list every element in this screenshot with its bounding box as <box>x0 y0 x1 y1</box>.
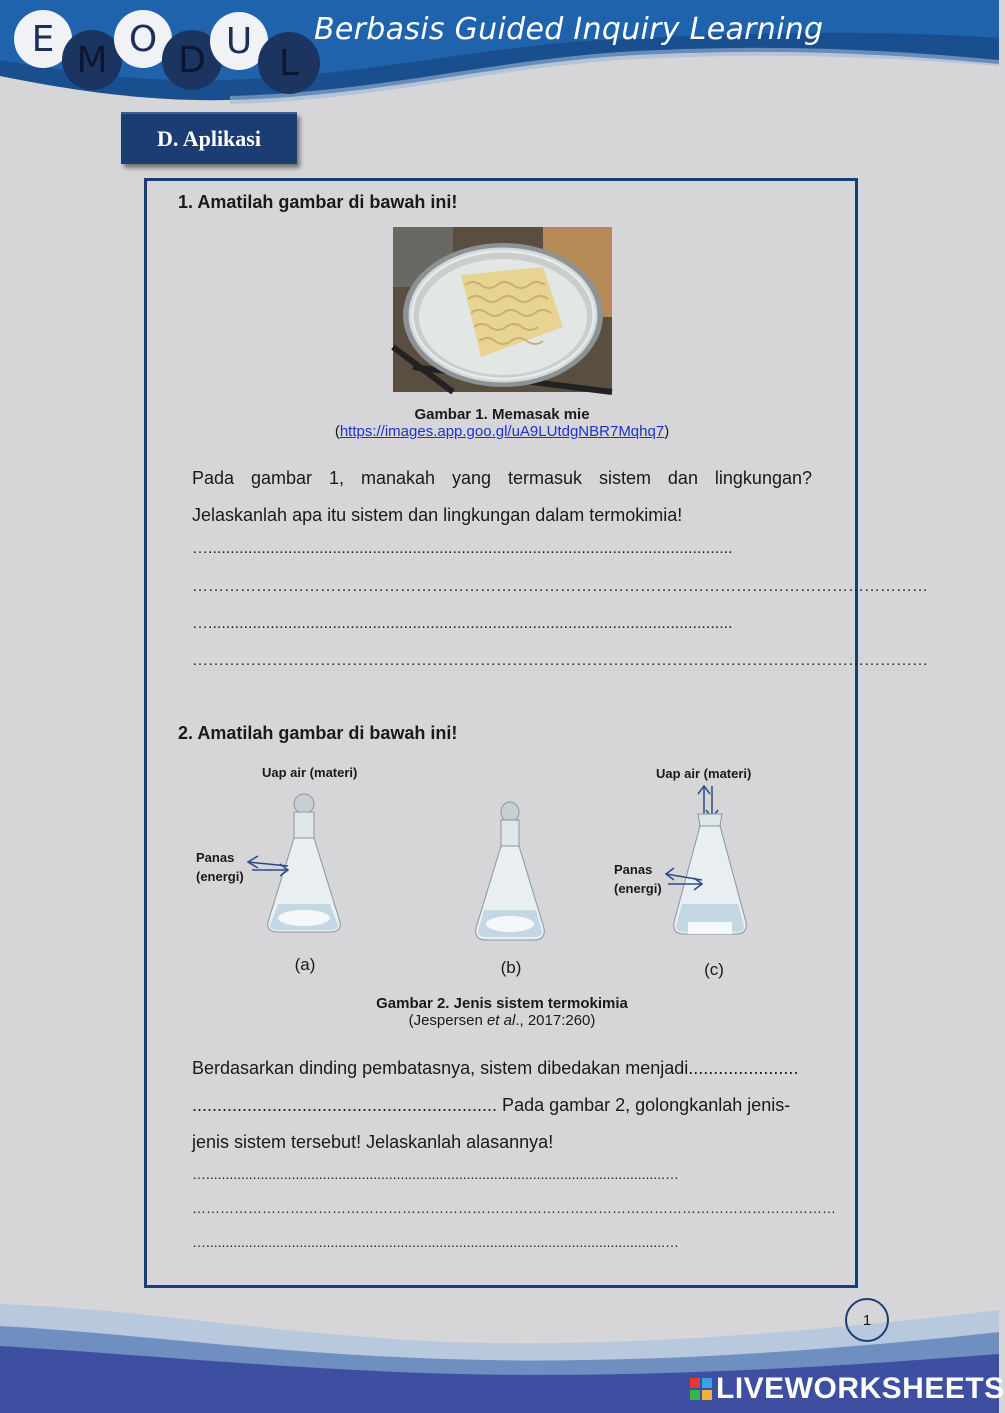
header-subtitle: Berbasis Guided Inquiry Learning <box>314 12 824 47</box>
figure-2-caption-title: Gambar 2. Jenis sistem termokimia <box>376 995 628 1012</box>
question-2-text <box>192 1050 818 1161</box>
question-2-text-line-1: Berdasarkan dinding pembatasnya, sistem dibedakan menjadi...................... <box>192 1058 799 1078</box>
figure-2-source-em: et al <box>486 1012 516 1029</box>
question-2-text-line-3: jenis sistem tersebut! Jelaskanlah alasannya! <box>192 1132 554 1152</box>
noodle-photo <box>393 227 612 392</box>
flask-c-illustration <box>660 784 760 944</box>
logo-letter-u: U <box>210 12 268 70</box>
flask-b-illustration <box>456 800 566 945</box>
liveworksheets-icon <box>690 1378 712 1400</box>
flask-a-illustration <box>244 792 354 940</box>
answer-line-2[interactable]: ………………………………………………………………………………………………………………………… <box>192 578 928 595</box>
flask-a-side-label-1: Panas <box>196 850 235 865</box>
figure-1-caption-title: Gambar 1. Memasak mie <box>414 406 590 423</box>
figure-2-caption <box>302 995 702 1029</box>
answer-line-4[interactable]: ………………………………………………………………………………………………………………………… <box>192 652 928 669</box>
figure-2-source-post: ., 2017:260) <box>515 1012 596 1029</box>
logo-letter-e: E <box>14 10 72 68</box>
answer-line-1[interactable]: …...................................................................................................................... <box>192 540 733 557</box>
flask-a-side-label-2: (energi) <box>196 869 244 884</box>
flask-c-side-label-1: Panas <box>614 862 653 877</box>
section-label: D. Aplikasi <box>121 112 297 164</box>
page-number: 1 <box>845 1298 889 1342</box>
watermark-text: LIVEWORKSHEETS <box>716 1372 1005 1405</box>
logo-letter-m: M <box>62 30 122 90</box>
flask-a-letter: (a) <box>294 955 316 974</box>
question-1-text: Pada gambar 1, manakah yang termasuk sistem dan lingkungan? Jelaskanlah apa itu sistem dan lingkungan dalam termokimia! <box>192 468 812 525</box>
answer-line-3[interactable]: …...................................................................................................................... <box>192 615 733 632</box>
flask-c-letter: (c) <box>704 960 724 979</box>
answer-line-6[interactable]: ………………………………………………………………………………………………………………………… <box>192 1200 836 1216</box>
figure-1-source-link[interactable]: https://images.app.goo.gl/uA9LUtdgNBR7Mqhq7 <box>339 423 665 440</box>
watermark-logo <box>690 1372 1005 1406</box>
answer-line-5[interactable]: …......................................................................................................................… <box>192 1166 679 1182</box>
question-2-title: 2. Amatilah gambar di bawah ini! <box>178 723 458 743</box>
caption-paren-open: ( <box>334 423 340 440</box>
logo-letter-d: D <box>162 30 222 90</box>
question-2-text-line-2: ............................................................. Pada gambar 2, golongkanlah jenis- <box>192 1095 791 1115</box>
answer-line-7[interactable]: …......................................................................................................................… <box>192 1234 679 1250</box>
logo-letter-o: O <box>114 10 172 68</box>
question-1-title: 1. Amatilah gambar di bawah ini! <box>178 192 458 212</box>
logo-letter-l: L <box>258 32 320 94</box>
flask-c-side-label-2: (energi) <box>614 881 662 896</box>
flask-b-letter: (b) <box>500 958 522 977</box>
figure-2-source-pre: (Jespersen <box>408 1012 487 1029</box>
flask-c-top-label: Uap air (materi) <box>656 766 752 781</box>
flask-a-top-label: Uap air (materi) <box>262 765 358 780</box>
figure-1-caption <box>302 406 702 440</box>
caption-paren-close: ) <box>664 423 670 440</box>
